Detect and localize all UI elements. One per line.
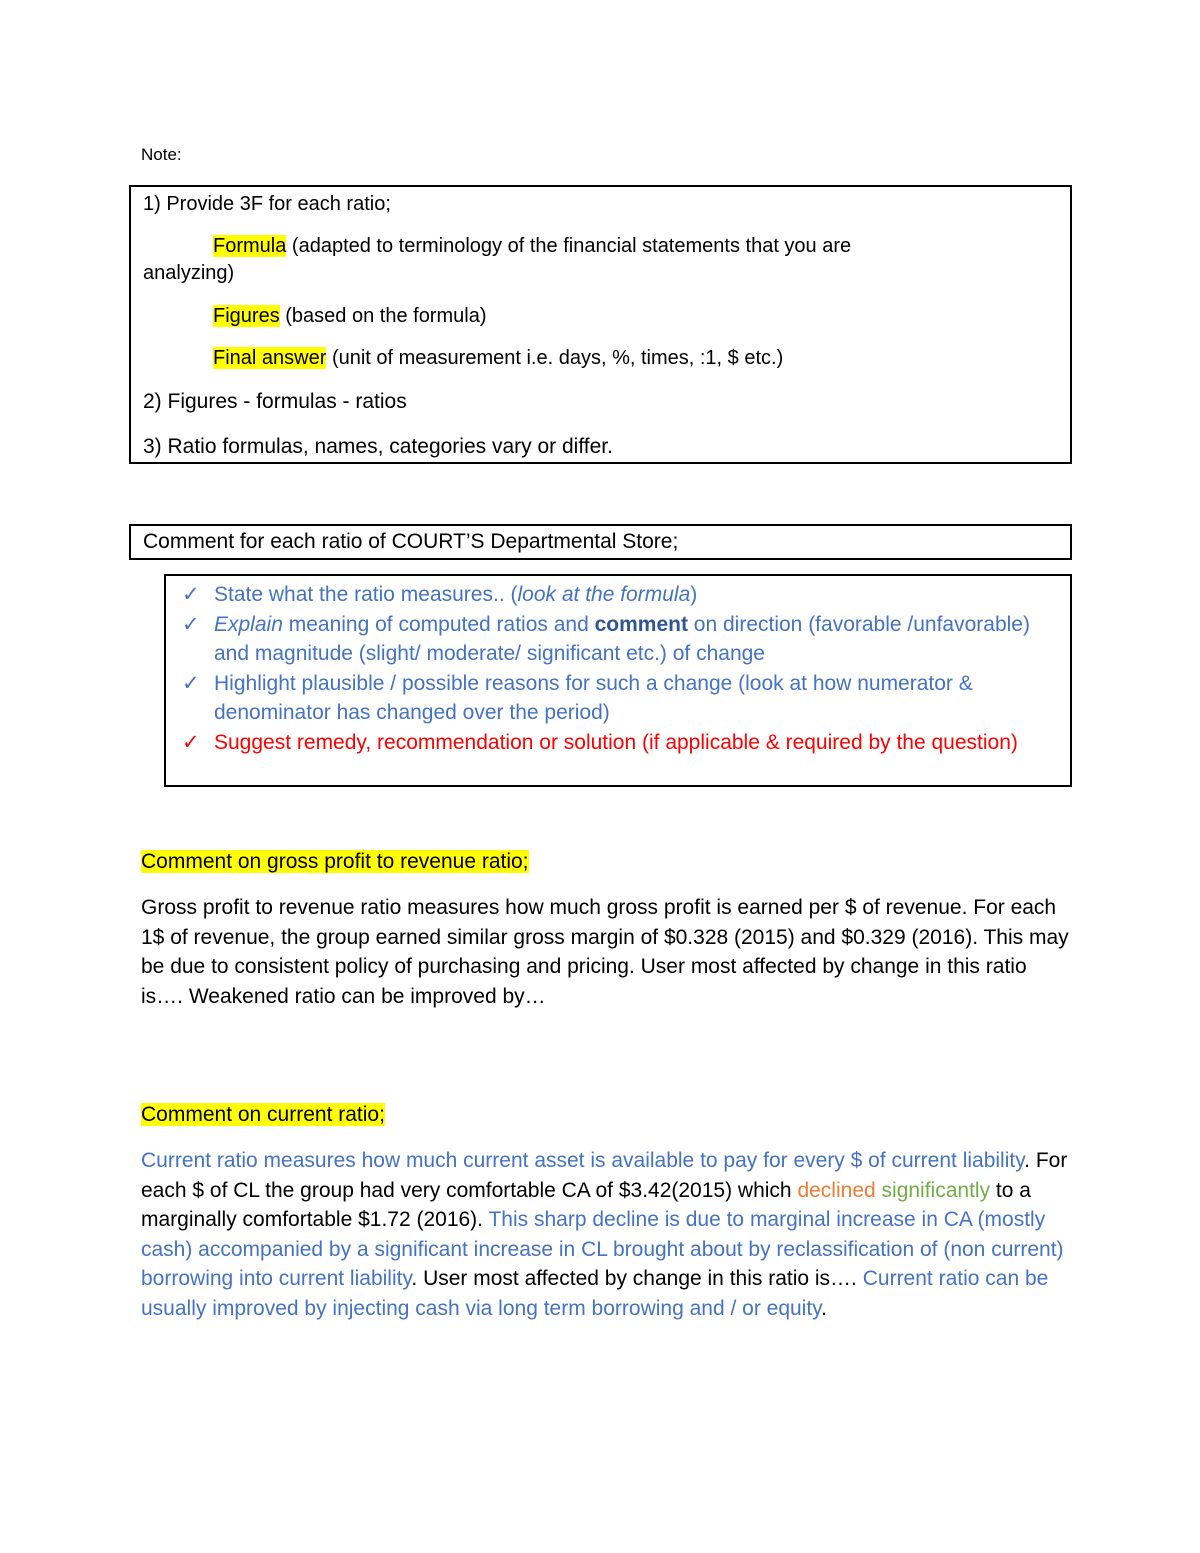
section-heading <box>141 848 1071 876</box>
checklist-item <box>182 669 1060 728</box>
current-text: . <box>821 1296 827 1320</box>
current-text: . User most affected by change in this ratio is…. <box>411 1267 857 1290</box>
checklist-text-italic: look at the formula <box>517 583 691 606</box>
formula-label: Formula <box>213 235 287 257</box>
current-text-blue: This sharp decline is due to marginal increase in CA (mostly cash) accompanied by a significant increase in CL brought about by reclassification of (non current) borrowing into current liability <box>141 1208 1064 1290</box>
checklist-text: State what the ratio measures.. ( <box>214 583 518 606</box>
instruction-formula <box>143 233 1058 259</box>
current-text: to a marginally comfortable $1.72 (2016). <box>141 1178 1031 1231</box>
checklist-item <box>182 728 1060 758</box>
checklist-item <box>182 610 1060 669</box>
checklist-text: Suggest remedy, recommendation or solution (if applicable & required by the question) <box>214 730 1018 754</box>
formula-text: (adapted to terminology of the financial statements that you are <box>286 235 852 257</box>
instruction-formula-cont: analyzing) <box>143 262 235 284</box>
current-text: . For each $ of CL the group had very comfortable CA of $3.42(2015) which <box>141 1149 1068 1202</box>
final-answer-text: (unit of measurement i.e. days, %, times, :1, $ etc.) <box>326 347 784 369</box>
checklist-text: Highlight plausible / possible reasons for such a change (look at how numerator & denominator has changed over the period) <box>214 671 973 724</box>
instruction-3: 3) Ratio formulas, names, categories vary or differ. <box>143 435 613 458</box>
figures-label: Figures <box>213 305 280 327</box>
instruction-2: 2) Figures - formulas - ratios <box>143 390 407 413</box>
gross-profit-heading: Comment on gross profit to revenue ratio; <box>141 850 529 873</box>
check-icon: ✓ <box>182 612 200 636</box>
section-heading <box>141 1101 1071 1129</box>
current-ratio-heading: Comment on current ratio; <box>141 1103 385 1126</box>
instruction-figures <box>143 303 1058 329</box>
check-icon: ✓ <box>182 583 200 606</box>
gross-profit-body: Gross profit to revenue ratio measures how much gross profit is earned per $ of revenue. For each 1$ of revenue, the group earned similar gross margin of $0.328 (2015) and $0.329 (2016). This may be due to consistent policy of purchasing and pricing. User most affected by change in this ratio is…. Weakened ratio can be improved by… <box>141 896 1069 1008</box>
checklist-box <box>164 574 1072 787</box>
figures-text: (based on the formula) <box>279 305 487 327</box>
note-label: Note: <box>141 145 182 164</box>
checklist-text: meaning of computed ratios and <box>282 612 595 636</box>
comment-header-box <box>129 524 1072 560</box>
gross-profit-section <box>141 848 1071 1011</box>
current-text-orange: declined <box>797 1178 876 1202</box>
instructions-box <box>129 185 1072 464</box>
current-text-blue: Current ratio can be usually improved by injecting cash via long term borrowing and / or equity <box>141 1267 1049 1320</box>
current-text-green: significantly <box>881 1178 991 1202</box>
checklist-text: ) <box>690 583 698 606</box>
instruction-1: 1) Provide 3F for each ratio; <box>143 193 391 215</box>
current-ratio-body <box>141 1146 1071 1323</box>
current-ratio-section <box>141 1101 1071 1323</box>
checklist-text-bold: comment <box>594 612 688 636</box>
final-answer-label: Final answer <box>213 347 327 369</box>
check-icon: ✓ <box>182 730 200 754</box>
checklist-text: on direction (favorable /unfavorable) and magnitude (slight/ moderate/ significant etc.) of change <box>214 612 1030 665</box>
comment-header-text: Comment for each ratio of COURT’S Departmental Store; <box>143 530 679 553</box>
current-text-blue: Current ratio measures how much current asset is available to pay for every $ of current liability <box>141 1149 1025 1172</box>
check-icon: ✓ <box>182 671 200 695</box>
checklist <box>182 580 1060 757</box>
instruction-final <box>143 345 1058 371</box>
checklist-text-italic: Explain <box>214 612 283 636</box>
checklist-item <box>182 580 1060 610</box>
